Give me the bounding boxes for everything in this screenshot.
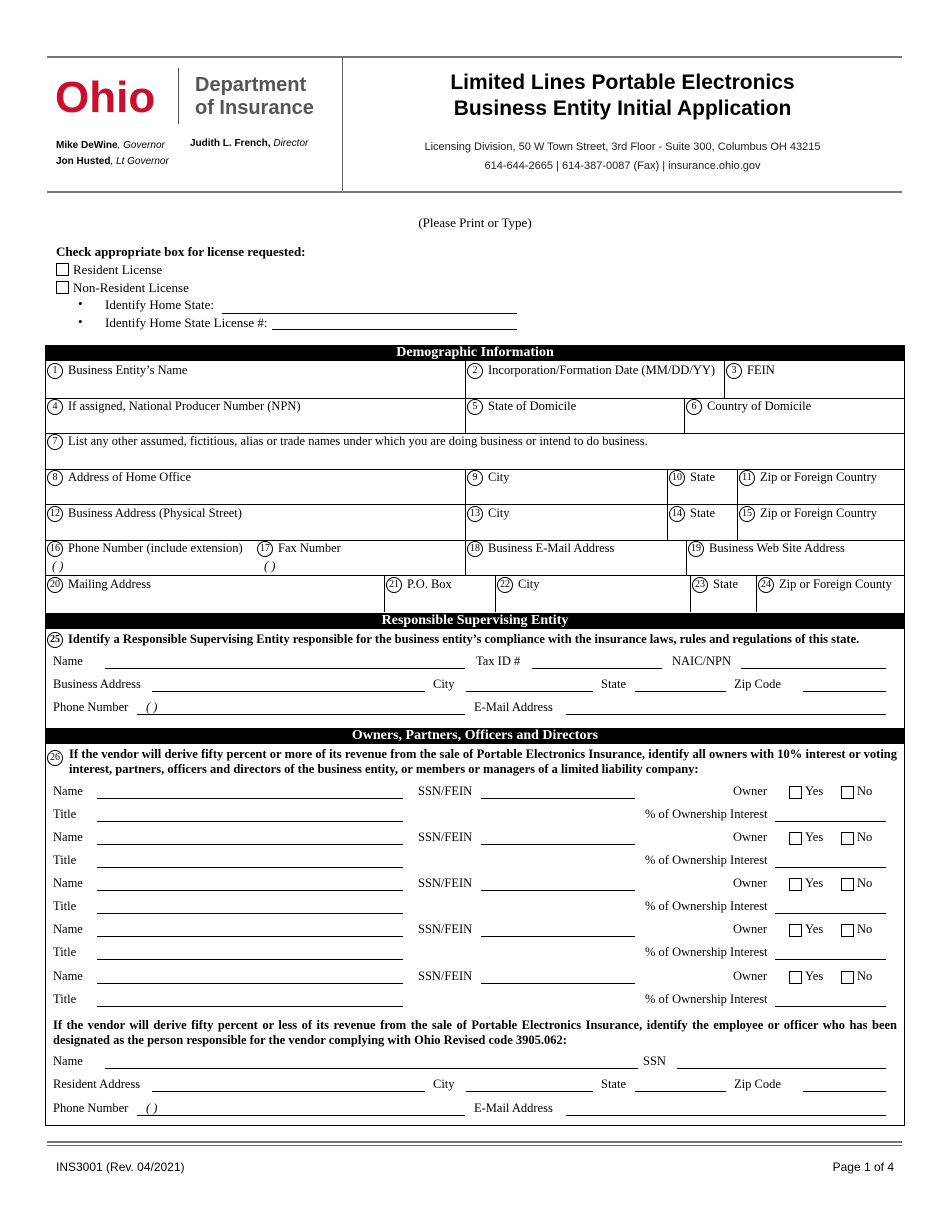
designee-city-input[interactable] [466,1091,593,1092]
field-13[interactable]: 13 City [467,506,510,522]
ownership-label: % of Ownership Interest [645,899,768,913]
designee-phone-label: Phone Number [53,1101,129,1115]
resident-license-checkbox[interactable] [56,263,69,276]
non-resident-license-checkbox[interactable] [56,281,69,294]
designee-phone-paren: ( ) [146,1101,158,1115]
owner-ssn-input[interactable] [481,798,635,799]
rse-phone-label: Phone Number [53,700,129,714]
field-17[interactable]: 17 Fax Number [257,541,341,557]
governor-block: Mike DeWine, Governor Jon Husted, Lt Governor [56,140,169,167]
owner-title-input[interactable] [97,959,403,960]
field-14[interactable]: 14 State [669,506,715,522]
division-address: Licensing Division, 50 W Town Street, 3rd Floor - Suite 300, Columbus OH 43215 614-644-2665 | 614-387-0087 (Fax) | insurance.ohio.gov [424,141,821,172]
owner-label: Owner [733,876,768,890]
field-7[interactable]: 7 List any other assumed, fictitious, alias or trade names under which you are doing business or intend to do business. [47,434,648,450]
owner-yes-checkbox[interactable] [789,786,802,799]
field-8[interactable]: 8 Address of Home Office [47,470,191,486]
rse-zip-input[interactable] [803,691,886,692]
designee-address-label: Resident Address [53,1077,141,1091]
owner-no-checkbox[interactable] [841,832,854,845]
department-name: Department of Insurance [195,74,314,119]
ownership-label: % of Ownership Interest [645,807,768,821]
rse-taxid-input[interactable] [532,668,662,669]
form-title: Limited Lines Portable Electronics Business Entity Initial Application [450,71,795,120]
owner-label: Owner [733,784,768,798]
owner-title-label: Title [53,853,77,867]
non-resident-license-label: Non-Resident License [73,280,189,295]
field-20[interactable]: 20 Mailing Address [47,577,151,593]
home-state-license-input[interactable] [272,329,517,330]
owner-name-label: Name [53,969,83,983]
ownership-label: % of Ownership Interest [645,992,768,1006]
header-top-rule [47,56,902,58]
owner-title-label: Title [53,899,77,913]
designee-zip-label: Zip Code [734,1077,781,1091]
header-divider [342,57,343,192]
footer-rule [47,1141,902,1143]
rse-state-label: State [601,677,626,691]
field-25: 25 Identify a Responsible Supervising Entity responsible for the business entity’s compliance with the insurance laws, rules and regulations of this state. [47,632,859,648]
rse-city-input[interactable] [466,691,593,692]
owner-ssn-input[interactable] [481,844,635,845]
owner-label: Owner [733,969,768,983]
designee-ssn-label: SSN [643,1054,666,1068]
field-22[interactable]: 22 City [497,577,540,593]
resident-license-label: Resident License [73,262,163,277]
rse-phone-paren: ( ) [146,700,158,714]
designee-address-input[interactable] [152,1091,425,1092]
rse-state-input[interactable] [635,691,726,692]
header-bottom-rule [47,191,902,193]
owner-no-label: No [857,969,873,983]
owner-label: Owner [733,922,768,936]
field-15[interactable]: 15 Zip or Foreign Country [739,506,877,522]
owner-ssn-input[interactable] [481,983,635,984]
field-3[interactable]: 3 FEIN [726,363,775,379]
owner-name-input[interactable] [97,844,403,845]
designee-state-label: State [601,1077,626,1091]
field-1[interactable]: 1 Business Entity’s Name [47,363,187,379]
owner-ssn-label: SSN/FEIN [418,876,473,890]
field-11[interactable]: 11 Zip or Foreign Country [739,470,877,486]
owner-name-input[interactable] [97,983,403,984]
owner-no-checkbox[interactable] [841,786,854,799]
owner-ssn-input[interactable] [481,936,635,937]
designee-zip-input[interactable] [803,1091,886,1092]
designee-instruction: If the vendor will derive fifty percent or less of its revenue from the sale of Portable Electronics Insurance, identify the employee or officer who has been designated as the person responsible for the vendor complying with Ohio Revised code 3905.062: [53,1018,897,1047]
rse-name-input[interactable] [105,668,465,669]
owner-yes-checkbox[interactable] [789,832,802,845]
ownership-label: % of Ownership Interest [645,945,768,959]
designee-state-input[interactable] [635,1091,726,1092]
owner-name-input[interactable] [97,798,403,799]
owner-name-input[interactable] [97,936,403,937]
owner-yes-label: Yes [805,876,824,890]
owner-ssn-label: SSN/FEIN [418,830,473,844]
field-10[interactable]: 10 State [669,470,715,486]
field-5[interactable]: 5 State of Domicile [467,399,576,415]
owner-yes-checkbox[interactable] [789,924,802,937]
field-16[interactable]: 16 Phone Number (include extension) [47,541,243,557]
print-instruction: (Please Print or Type) [418,215,532,230]
owner-yes-label: Yes [805,922,824,936]
rse-taxid-label: Tax ID # [476,654,521,668]
owner-no-checkbox[interactable] [841,971,854,984]
field-12[interactable]: 12 Business Address (Physical Street) [47,506,242,522]
owner-no-label: No [857,876,873,890]
ownership-input[interactable] [775,867,886,868]
ohio-logo-text: Ohio [55,73,156,122]
home-state-label: Identify Home State: [105,297,215,312]
field-24[interactable]: 24 Zip or Foreign County [758,577,892,593]
rse-naic-label: NAIC/NPN [672,654,732,668]
license-heading: Check appropriate box for license requested: [56,244,306,259]
rse-email-input[interactable] [566,714,886,715]
rse-phone-input[interactable] [137,714,465,715]
rse-zip-label: Zip Code [734,677,781,691]
owner-name-label: Name [53,784,83,798]
supervising-heading: Responsible Supervising Entity [45,613,905,629]
owner-ssn-label: SSN/FEIN [418,922,473,936]
logo-divider [178,68,179,124]
owner-ssn-input[interactable] [481,890,635,891]
home-state-license-label: Identify Home State License #: [105,315,268,330]
owner-yes-label: Yes [805,784,824,798]
fax-area-code: ( ) [264,559,276,573]
owner-name-label: Name [53,830,83,844]
designee-phone-input[interactable] [137,1115,465,1116]
owner-title-input[interactable] [97,821,403,822]
owner-yes-checkbox[interactable] [789,971,802,984]
designee-email-label: E-Mail Address [474,1101,553,1115]
owner-title-input[interactable] [97,867,403,868]
owner-title-input[interactable] [97,1006,403,1007]
field-4[interactable]: 4 If assigned, National Producer Number (NPN) [47,399,301,415]
owner-name-input[interactable] [97,890,403,891]
owner-label: Owner [733,830,768,844]
field-2[interactable]: 2 Incorporation/Formation Date (MM/DD/YY) [467,363,715,379]
owner-no-label: No [857,922,873,936]
owner-yes-label: Yes [805,969,824,983]
owner-name-label: Name [53,922,83,936]
owner-title-label: Title [53,992,77,1006]
home-state-input[interactable] [222,313,517,314]
owners-instruction: If the vendor will derive fifty percent or more of its revenue from the sale of Portable Electronics Insurance, identify all owners with 10% interest or voting interest, partners, officers and directors of the business entity, or members or managers of a limited liability company: [69,747,897,776]
owner-ssn-label: SSN/FEIN [418,969,473,983]
owner-ssn-label: SSN/FEIN [418,784,473,798]
ownership-input[interactable] [775,913,886,914]
owner-no-label: No [857,784,873,798]
designee-name-input[interactable] [105,1068,638,1069]
rse-email-label: E-Mail Address [474,700,553,714]
phone-area-code: ( ) [52,559,64,573]
form-id: INS3001 (Rev. 04/2021) [56,1160,185,1174]
owner-name-label: Name [53,876,83,890]
owner-no-label: No [857,830,873,844]
field-18[interactable]: 18 Business E-Mail Address [467,541,614,557]
field-19[interactable]: 19 Business Web Site Address [688,541,845,557]
designee-email-input[interactable] [566,1115,886,1116]
ownership-input[interactable] [775,959,886,960]
ohio-logo [55,72,175,122]
owner-title-label: Title [53,807,77,821]
rse-name-label: Name [53,654,83,668]
owners-heading: Owners, Partners, Officers and Directors [45,728,905,744]
page-number: Page 1 of 4 [832,1160,894,1174]
field-23[interactable]: 23 State [692,577,738,593]
ownership-input[interactable] [775,821,886,822]
designee-ssn-input[interactable] [677,1068,886,1069]
owner-no-checkbox[interactable] [841,924,854,937]
ownership-label: % of Ownership Interest [645,853,768,867]
owner-title-input[interactable] [97,913,403,914]
field-9[interactable]: 9 City [467,470,510,486]
field-21[interactable]: 21 P.O. Box [386,577,452,593]
owner-yes-checkbox[interactable] [789,878,802,891]
rse-naic-input[interactable] [741,668,886,669]
field-6[interactable]: 6 Country of Domicile [686,399,811,415]
director-block: Judith L. French, Director [190,138,309,149]
rse-city-label: City [433,677,455,691]
owner-no-checkbox[interactable] [841,878,854,891]
owner-yes-label: Yes [805,830,824,844]
ownership-input[interactable] [775,1006,886,1007]
owner-title-label: Title [53,945,77,959]
designee-name-label: Name [53,1054,83,1068]
rse-address-label: Business Address [53,677,141,691]
demographic-heading: Demographic Information [45,345,905,361]
designee-city-label: City [433,1077,455,1091]
rse-address-input[interactable] [152,691,425,692]
